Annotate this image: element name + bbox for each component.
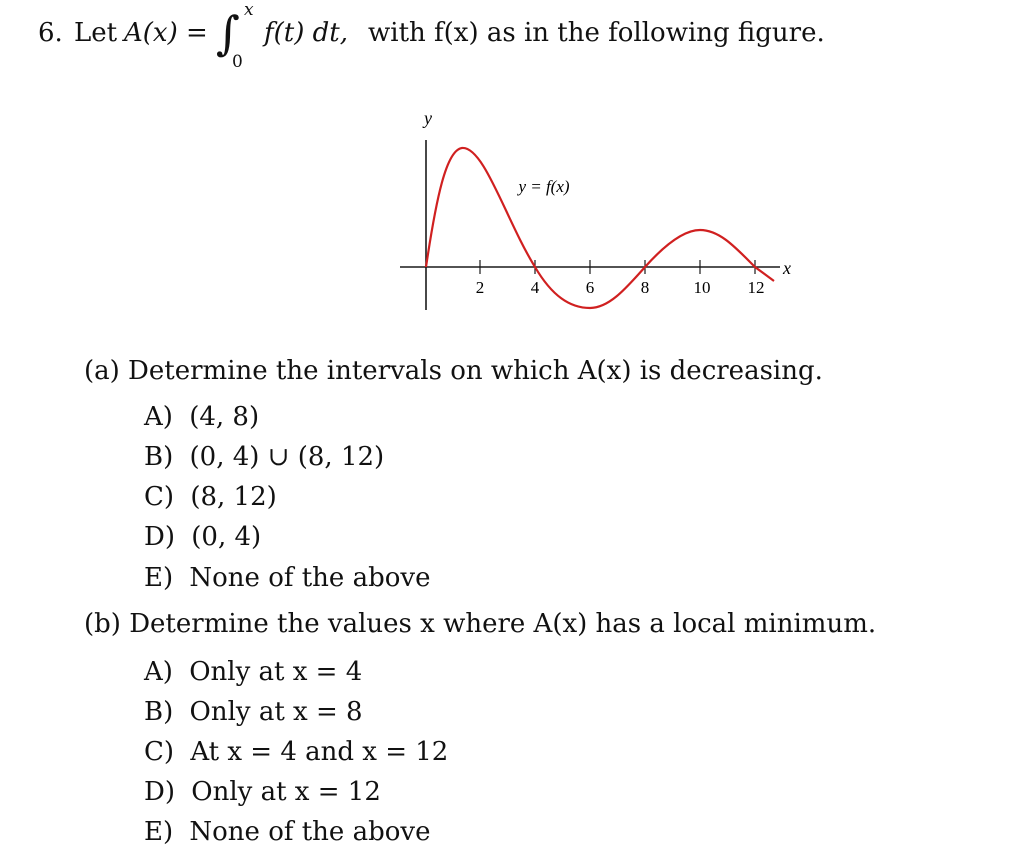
tick-label-10: 10 (693, 278, 711, 297)
option-letter: E) (144, 817, 174, 847)
function-graph (380, 100, 800, 330)
option-text: (0, 4) ∪ (8, 12) (189, 442, 385, 472)
part-a-option-c[interactable] (144, 482, 277, 512)
y-axis-label: y (424, 108, 432, 128)
integral-upper-limit: x (244, 0, 254, 20)
part-a-option-d[interactable] (144, 522, 261, 552)
tick-label-2: 2 (475, 278, 485, 297)
curve-label: y = f(x) (518, 177, 570, 196)
part-b-option-b[interactable] (144, 697, 363, 727)
tick-label-6: 6 (585, 278, 595, 297)
question-lead: Let (74, 18, 118, 48)
part-a-option-e[interactable] (144, 563, 430, 593)
part-b-option-a[interactable] (144, 657, 362, 687)
option-text: Only at x = 4 (189, 657, 363, 687)
option-letter: C) (144, 482, 175, 512)
tick-label-4: 4 (530, 278, 540, 297)
question-tail: with f(x) as in the following figure. (368, 18, 825, 48)
option-text: Only at x = 8 (189, 697, 363, 727)
option-text: At x = 4 and x = 12 (190, 737, 449, 767)
option-text: Only at x = 12 (191, 777, 381, 807)
part-b-option-e[interactable] (144, 817, 430, 847)
integral-lhs: A(x) = (124, 18, 208, 48)
part-a-option-b[interactable] (144, 442, 384, 472)
part-a-prompt: (a) Determine the intervals on which A(x) is decreasing. (84, 356, 823, 386)
option-text: (4, 8) (189, 402, 260, 432)
integrand: f(t) dt, (264, 18, 348, 48)
option-text: None of the above (189, 563, 431, 593)
part-a-option-a[interactable] (144, 402, 259, 432)
option-letter: D) (144, 777, 175, 807)
x-axis-label: x (783, 258, 791, 278)
option-letter: C) (144, 737, 175, 767)
tick-label-8: 8 (640, 278, 650, 297)
option-letter: B) (144, 442, 174, 472)
option-text: (0, 4) (191, 522, 262, 552)
option-letter: A) (144, 402, 173, 432)
option-text: None of the above (189, 817, 431, 847)
option-text: (8, 12) (190, 482, 277, 512)
part-b-option-c[interactable] (144, 737, 448, 767)
option-letter: A) (144, 657, 173, 687)
part-b-option-d[interactable] (144, 777, 381, 807)
option-letter: B) (144, 697, 174, 727)
question-number: 6. (38, 18, 63, 48)
option-letter: E) (144, 563, 174, 593)
integral-lower-limit: 0 (232, 52, 243, 72)
integral-sign-icon: ∫ (216, 6, 240, 60)
tick-label-12: 12 (747, 278, 765, 297)
option-letter: D) (144, 522, 175, 552)
part-b-prompt: (b) Determine the values x where A(x) has a local minimum. (84, 609, 877, 639)
